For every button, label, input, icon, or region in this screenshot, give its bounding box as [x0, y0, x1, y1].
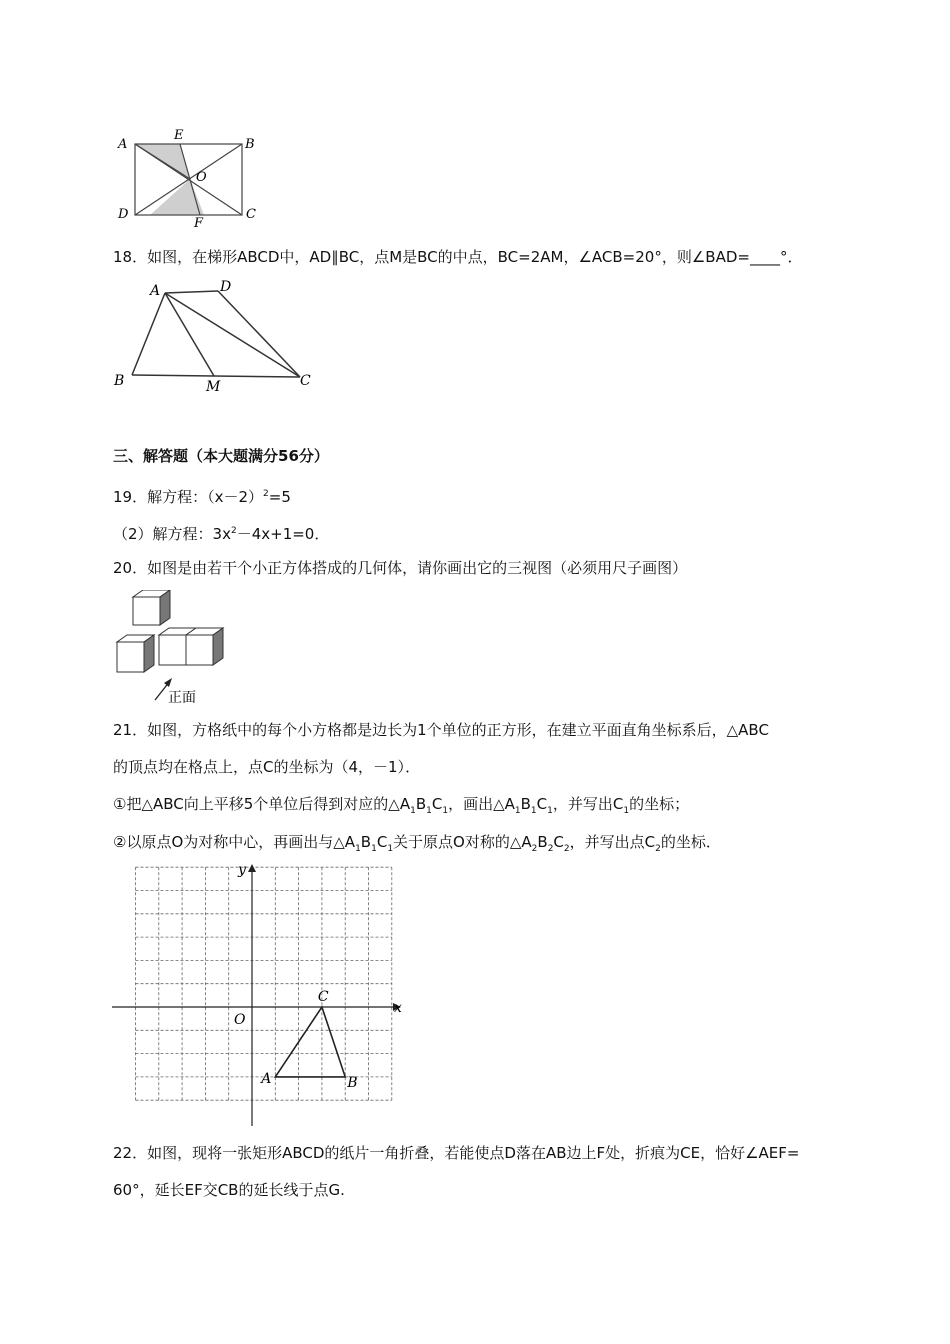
section-3-heading: 三、解答题（本大题满分56分）	[113, 447, 329, 465]
label-F: F	[194, 216, 204, 228]
y-axis-label: y	[238, 862, 246, 878]
question-19-part-2: （2）解方程：$3x^2-4x+1=0$．	[113, 525, 330, 543]
question-21-line-2: 的顶点均在格点上，点C的坐标为（4，－1）．	[113, 758, 421, 776]
triangle-abc	[275, 1007, 345, 1077]
question-20: 20．如图是由若干个小正方体搭成的几何体，请你画出它的三视图（必须用尺子画图）	[113, 559, 688, 577]
label-E: E	[174, 128, 184, 143]
vertex-label-A: A	[261, 1070, 272, 1087]
question-21-item-2: ②以原点O为对称中心，再画出与$\triangle A_1B_1C_1$关于原点O对称的$\triangle A_2B_2C_2$，并写出点$C_2$的坐标．	[113, 833, 721, 854]
question-22-line-1: 22．如图，现将一张矩形ABCD的纸片一角折叠，若能使点D落在AB边上F处，折痕为CE，恰好∠AEF=	[113, 1144, 800, 1162]
label-C: C	[300, 373, 311, 389]
question-21-item-1: ①把△ABC向上平移5个单位后得到对应的$\triangle A_1B_1C_1$，画出$\triangle A_1B_1C_1$，并写出$C_1$的坐标；	[113, 795, 690, 816]
label-M: M	[206, 379, 221, 395]
label-B: B	[114, 373, 125, 389]
label-D: D	[220, 279, 232, 295]
label-D: D	[118, 207, 129, 222]
vertex-label-C: C	[317, 989, 329, 1005]
question-21-line-1: 21．如图，方格纸中的每个小方格都是边长为1个单位的正方形，在建立平面直角坐标系后，△ABC	[113, 721, 769, 739]
label-O: O	[196, 170, 207, 185]
figure-cube-stack	[112, 590, 237, 706]
label-A: A	[118, 137, 128, 152]
front-label: 正面	[168, 690, 196, 706]
figure-trapezoid	[110, 277, 320, 397]
question-19-part-1: 19．解方程：$(x-2)^2=5$	[113, 488, 291, 506]
question-18: 18．如图，在梯形ABCD中，AD∥BC，点M是BC的中点，BC=2AM，∠ACB=20°，则∠BAD=____°．	[113, 248, 803, 266]
figure-coordinate-grid	[112, 858, 407, 1130]
question-22-line-2: 60°，延长EF交CB的延长线于点G.	[113, 1181, 345, 1199]
origin-label: O	[234, 1012, 246, 1028]
x-axis-label: x	[394, 1000, 402, 1016]
figure-rectangle-shaded	[112, 126, 272, 228]
label-C: C	[246, 207, 256, 222]
label-A: A	[150, 283, 161, 299]
vertex-label-B: B	[347, 1074, 358, 1091]
label-B: B	[245, 137, 255, 152]
